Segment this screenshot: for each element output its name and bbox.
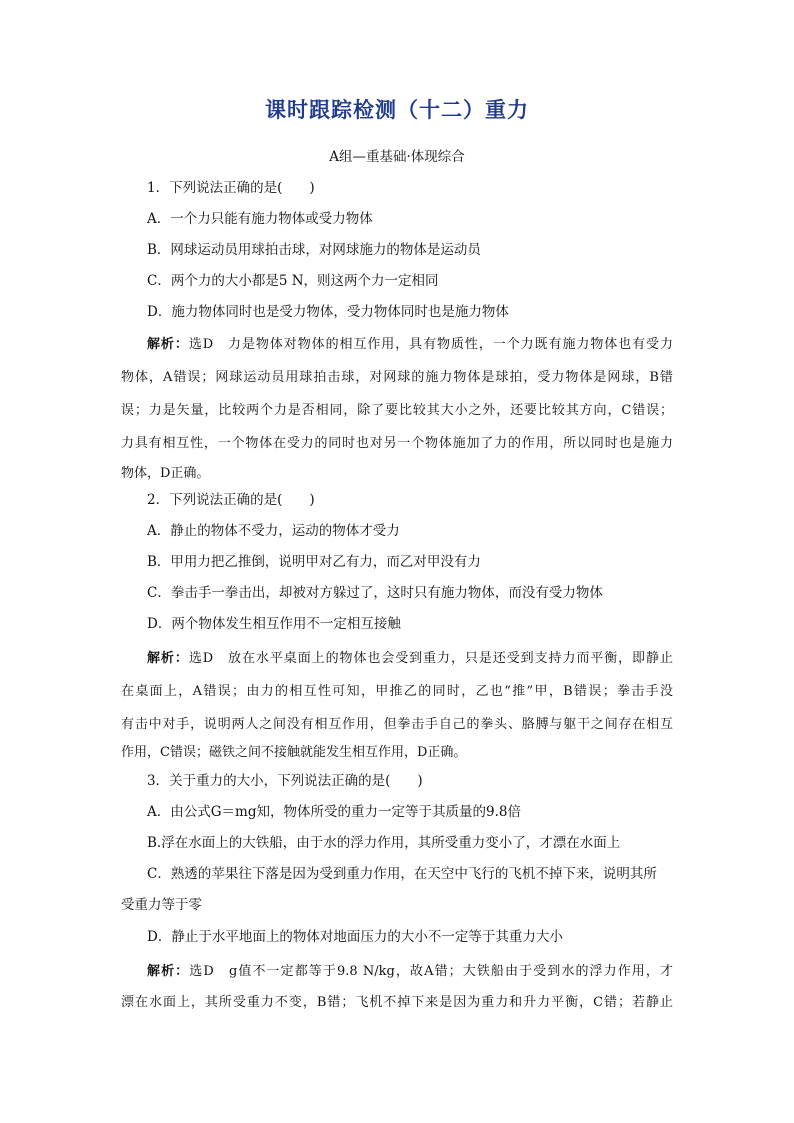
q2-option-b: B．甲用力把乙推倒，说明甲对乙有力，而乙对甲没有力 [147, 554, 481, 570]
q3-option-a: A．由公式G＝mg知，物体所受的重力一定等于其质量的9.8倍 [147, 804, 521, 820]
q2-option-a: A．静止的物体不受力，运动的物体才受力 [147, 523, 400, 539]
q1-analysis-line: 力具有相互性，一个物体在受力的同时也对另一个物体施加了力的作用，所以同时也是施力 [121, 436, 673, 451]
q2-option-d: D．两个物体发生相互作用不一定相互接触 [147, 616, 401, 632]
q1-option-c: C．两个力的大小都是5 N，则这两个力一定相同 [147, 273, 439, 289]
q1-analysis-line: 误；力是矢量，比较两个力是否相同，除了要比较其大小之外，还要比较其方向，C错误； [121, 403, 673, 418]
q2-analysis-line: 在桌面上，A错误；由力的相互性可知，甲推乙的同时，乙也“推”甲，B错误；拳击手没 [121, 684, 673, 699]
q3-analysis-label: 解析： [147, 964, 190, 979]
q3-option-c: C．熟透的苹果往下落是因为受到重力作用，在天空中飞行的飞机不掉下来，说明其所 [147, 866, 657, 882]
q1-analysis-line: 物体，A错误；网球运动员用球拍击球，对网球的施力物体是球拍，受力物体是网球，B错 [121, 370, 673, 385]
q1-analysis-label: 解析： [147, 337, 189, 352]
q2-analysis-line: 有击中对手，说明两人之间没有相互作用，但拳击手自己的拳头、胳膊与躯干之间存在相互 [121, 717, 673, 732]
q3-option-b: B.浮在水面上的大铁船，由于水的浮力作用，其所受重力变小了，才漂在水面上 [147, 835, 621, 851]
q2-analysis-line: 解析：选D 放在水平桌面上的物体也会受到重力，只是还受到支持力而平衡，即静止 [147, 651, 673, 666]
q1-stem: 1．下列说法正确的是( ) [147, 180, 315, 196]
q3-option-c-continued: 受重力等于零 [121, 897, 202, 913]
q3-analysis-line: 解析：选D g值不一定都等于9.8 N/kg，故A错；大铁船由于受到水的浮力作用，才 [147, 964, 673, 979]
q3-stem: 3．关于重力的大小，下列说法正确的是( ) [147, 773, 423, 789]
group-heading: A组—重基础·体现综合 [329, 149, 465, 165]
q2-analysis-line: 作用，C错误；磁铁之间不接触就能发生相互作用，D正确。 [121, 745, 467, 760]
q1-option-d: D．施力物体同时也是受力物体，受力物体同时也是施力物体 [147, 304, 509, 320]
q1-analysis-line: 物体，D正确。 [121, 466, 210, 481]
q1-analysis-line: 解析：选D 力是物体对物体的相互作用，具有物质性，一个力既有施力物体也有受力 [147, 337, 673, 352]
q1-option-b: B．网球运动员用球拍击球，对网球施力的物体是运动员 [147, 242, 481, 258]
page-title: 课时跟踪检测（十二）重力 [265, 98, 529, 122]
q2-option-c: C．拳击手一拳击出，却被对方躲过了，这时只有施力物体，而没有受力物体 [147, 585, 603, 601]
q1-option-a: A．一个力只能有施力物体或受力物体 [147, 211, 373, 227]
q2-analysis-label: 解析： [147, 651, 189, 666]
q3-analysis-line: 漂在水面上，其所受重力不变，B错；飞机不掉下来是因为重力和升力平衡，C错；若静止 [121, 995, 673, 1010]
q3-option-d: D．静止于水平地面上的物体对地面压力的大小不一定等于其重力大小 [147, 929, 563, 945]
q2-stem: 2．下列说法正确的是( ) [147, 492, 315, 508]
